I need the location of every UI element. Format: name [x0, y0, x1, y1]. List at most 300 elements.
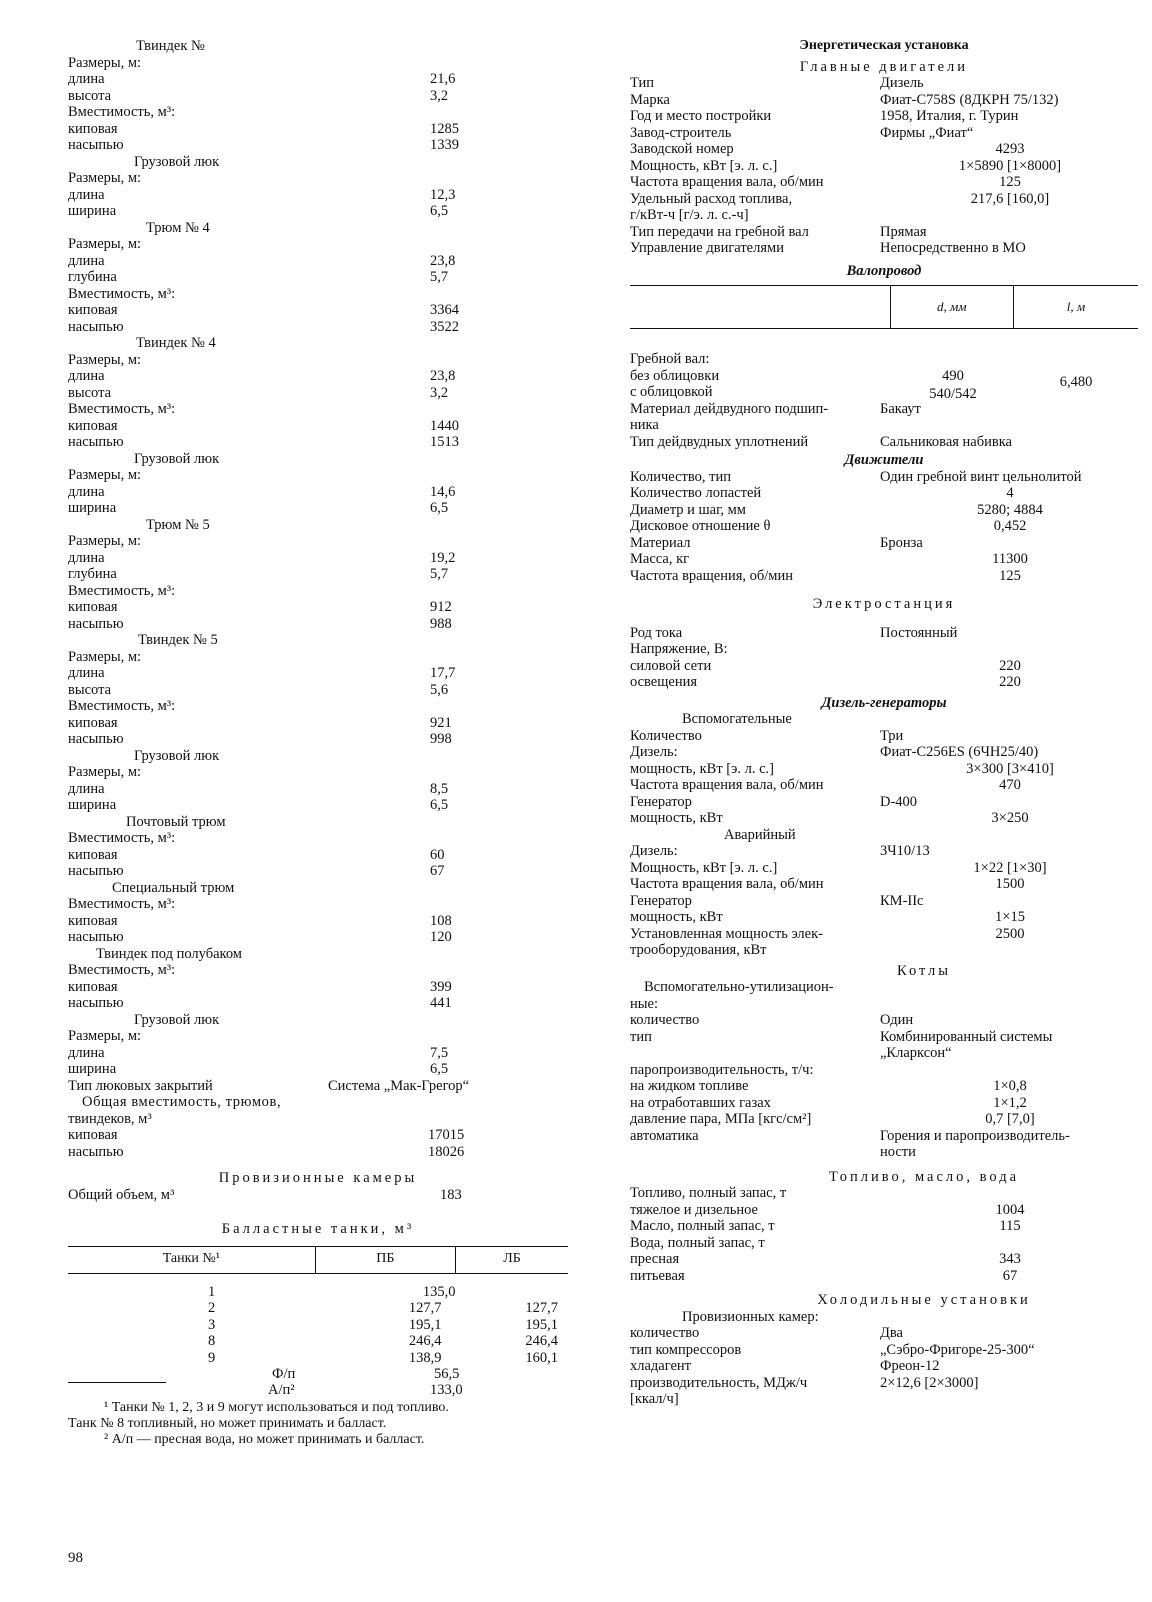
spec-value: 11300 [992, 551, 1028, 567]
spec-value: 4 [1006, 485, 1014, 501]
spec-label: Заводской номер [630, 141, 734, 157]
spec-label: киповая [68, 417, 118, 434]
hatch-type-row [68, 1078, 584, 1095]
spec-row [68, 863, 584, 880]
spec-label: Материал дейдвудного подшип- [630, 400, 829, 417]
spec-row [68, 484, 584, 501]
spec-row [68, 830, 584, 847]
spec-value: Прямая [880, 223, 927, 240]
spec-label: ширина [68, 1061, 117, 1077]
main-engines-list [630, 75, 1138, 257]
spec-label: Напряжение, В: [630, 641, 728, 657]
spec-value: ности [880, 1144, 916, 1160]
spec-value: 6,5 [430, 500, 449, 516]
spec-label: Частота вращения, об/мин [630, 567, 793, 584]
spec-value: 1958, Италия, г. Турин [880, 108, 1019, 124]
spec-label: насыпью [68, 863, 124, 879]
spec-row [630, 979, 1138, 996]
spec-value: Один гребной винт цельнолитой [880, 468, 1082, 485]
spec-value: 5,6 [430, 681, 449, 698]
spec-row [68, 599, 584, 616]
spec-row [68, 913, 584, 930]
spec-row [630, 876, 1138, 893]
boilers-title: Котлы [897, 962, 951, 979]
spec-row [68, 1045, 584, 1062]
spec-row [68, 434, 584, 451]
spec-value: 67 [430, 863, 445, 879]
spec-row [68, 352, 584, 369]
spec-row [68, 88, 584, 105]
spec-value: 115 [999, 1218, 1021, 1234]
total-capacity-list [68, 1127, 584, 1160]
spec-label: питьевая [630, 1267, 685, 1284]
spec-value: 3,2 [430, 87, 449, 104]
spec-row [68, 566, 584, 583]
spec-label: глубина [68, 566, 117, 582]
spec-row [68, 286, 584, 303]
spec-row [630, 434, 1138, 451]
spec-label: длина [68, 1044, 105, 1061]
spec-row [630, 1202, 1138, 1219]
spec-label: мощность, кВт [630, 909, 723, 925]
spec-label: Вместимость, м³: [68, 896, 176, 912]
refrig-list [630, 1325, 1138, 1408]
total-value: 18026 [428, 1143, 465, 1160]
spec-row [68, 1028, 584, 1045]
ballast-pb-value: 195,1 [408, 1316, 442, 1333]
spec-value: 470 [999, 777, 1021, 793]
spec-value: Горения и паропроизводитель- [880, 1127, 1070, 1144]
spec-row [68, 995, 584, 1012]
shaft-row [630, 351, 1138, 368]
spec-value: 120 [430, 929, 452, 945]
spec-row [68, 319, 584, 336]
spec-label: Размеры, м: [68, 648, 142, 665]
shaft-d-value: 490 [942, 367, 964, 384]
spec-row [68, 269, 584, 286]
spec-label: Размеры, м: [68, 764, 142, 780]
spec-row [630, 401, 1138, 418]
spec-label: ширина [68, 500, 117, 516]
spec-value: 1×0,8 [993, 1078, 1027, 1094]
spec-label: высота [68, 384, 112, 401]
spec-label: трооборудования, кВт [630, 942, 767, 958]
shaft-extra-list [630, 401, 1138, 451]
spec-label: Завод-строитель [630, 124, 732, 141]
spec-label: Вместимость, м³: [68, 104, 176, 120]
spec-row [68, 533, 584, 550]
spec-label: тяжелое и дизельное [630, 1201, 758, 1218]
spec-label: мощность, кВт [э. л. с.] [630, 760, 774, 777]
shaft-rows [630, 351, 1138, 401]
spec-value: 60 [430, 846, 445, 863]
spec-row [68, 665, 584, 682]
shaft-l-value: 6,480 [1059, 374, 1093, 390]
shaft-label: Гребной вал: [630, 351, 710, 367]
shaft-header-blank [630, 286, 890, 329]
spec-row [630, 1375, 1138, 1392]
spec-value: Фреон-12 [880, 1358, 940, 1374]
spec-label: насыпью [68, 615, 124, 632]
spec-row [68, 368, 584, 385]
spec-label: тип компрессоров [630, 1341, 742, 1358]
spec-label: Размеры, м: [68, 1028, 142, 1044]
spec-label: киповая [68, 120, 118, 137]
spec-label: высота [68, 681, 112, 698]
power-list [630, 625, 1138, 691]
spec-value: D-400 [880, 793, 918, 810]
spec-row [630, 728, 1138, 745]
spec-value: 3364 [430, 302, 459, 318]
spec-row [68, 896, 584, 913]
spec-label: насыпью [68, 137, 124, 153]
spec-label: производительность, МДж/ч [630, 1374, 808, 1391]
total-label: насыпью [68, 1143, 124, 1160]
ballast-row [68, 1300, 568, 1317]
ballast-tank-no: 1 [207, 1283, 216, 1300]
ballast-ap-value: 133,0 [430, 1382, 463, 1398]
spec-row [630, 551, 1138, 568]
spec-value: 8,5 [430, 780, 449, 797]
spec-label: киповая [68, 912, 118, 929]
spec-value: 6,5 [430, 797, 449, 813]
right-column [630, 38, 1138, 1408]
spec-label: Дисковое отношение θ [630, 518, 771, 534]
spec-label: Твиндек под полубаком [96, 945, 242, 962]
spec-row [630, 125, 1138, 142]
spec-label: Частота вращения вала, об/мин [630, 876, 824, 892]
spec-label: длина [68, 780, 105, 797]
spec-label: Диаметр и шаг, мм [630, 501, 746, 518]
page-number: 98 [68, 1550, 83, 1566]
spec-row [68, 698, 584, 715]
spec-value: 19,2 [430, 549, 456, 566]
spec-label: хладагент [630, 1358, 692, 1374]
spec-row [68, 500, 584, 517]
ballast-table [68, 1246, 568, 1367]
spec-value: 217,6 [160,0] [970, 190, 1050, 207]
spec-value: 998 [430, 731, 452, 747]
spec-row [68, 979, 584, 996]
provisions-label: Общий объем, м³ [68, 1186, 175, 1203]
spec-row [68, 1012, 584, 1029]
spec-value: 23,8 [430, 368, 456, 384]
spec-row [68, 880, 584, 897]
propulsors-title: Движители [844, 452, 924, 468]
spec-value: „Сэбро-Фригоре-25-300“ [880, 1341, 1035, 1358]
spec-label: киповая [68, 599, 118, 615]
spec-label: [ккал/ч] [630, 1391, 679, 1407]
spec-row [630, 1029, 1138, 1046]
spec-value: 125 [999, 174, 1021, 190]
spec-row [68, 682, 584, 699]
spec-value: Сальниковая набивка [880, 433, 1012, 450]
ballast-pb-value: 127,7 [408, 1300, 442, 1316]
propulsors-list [630, 469, 1138, 585]
spec-label: длина [68, 71, 105, 87]
spec-value: 1×1,2 [993, 1094, 1027, 1111]
spec-label: Вместимость, м³: [68, 698, 176, 714]
ballast-pb-value: 138,9 [408, 1349, 442, 1366]
spec-row [630, 1185, 1138, 1202]
spec-row [68, 302, 584, 319]
spec-label: ширина [68, 797, 117, 813]
spec-row [630, 75, 1138, 92]
spec-label: Вспомогательно-утилизацион- [644, 979, 834, 995]
ballast-spacer-row [68, 1274, 568, 1284]
spec-row [68, 814, 584, 831]
spec-label: Грузовой люк [134, 153, 220, 170]
spec-row [630, 761, 1138, 778]
footnote-2: ² А/п — пресная вода, но может принимать и балласт. [104, 1432, 425, 1447]
spec-row [68, 748, 584, 765]
spec-row [630, 535, 1138, 552]
spec-value: 125 [999, 567, 1021, 584]
spec-row [68, 385, 584, 402]
spec-row [630, 926, 1138, 943]
spec-row [630, 843, 1138, 860]
spec-label: Почтовый трюм [126, 813, 226, 830]
spec-label: длина [68, 665, 105, 681]
spec-label: Тип [630, 75, 655, 91]
spec-row [68, 797, 584, 814]
shaft-label: с облицовкой [630, 384, 713, 400]
spec-label: длина [68, 186, 105, 203]
ballast-row [68, 1284, 568, 1301]
spec-value: 1×15 [995, 909, 1025, 925]
spec-value: 21,6 [430, 71, 456, 87]
ballast-header-row [68, 1246, 568, 1274]
spec-label: насыпью [68, 995, 124, 1011]
spec-label: Трюм № 4 [146, 219, 210, 236]
spec-row [630, 1268, 1138, 1285]
spec-label: киповая [68, 302, 118, 318]
spec-row [630, 191, 1138, 208]
spec-row [630, 141, 1138, 158]
spec-value: 220 [999, 674, 1021, 690]
spec-label: тип [630, 1028, 652, 1045]
ballast-header-pb: ПБ [315, 1246, 455, 1274]
shaft-d-value: 540/542 [929, 386, 977, 402]
cargo-spaces-list [68, 38, 584, 1078]
spec-row [630, 658, 1138, 675]
spec-value: 17,7 [430, 665, 456, 681]
spec-row [68, 550, 584, 567]
spec-row [68, 203, 584, 220]
aux-title: Вспомогательные [682, 711, 792, 727]
spec-value: 6,5 [430, 203, 449, 219]
total-row [68, 1144, 584, 1161]
spec-label: Частота вращения вала, об/мин [630, 777, 824, 793]
spec-row [68, 583, 584, 600]
hatch-type-value: Система „Мак-Грегор“ [328, 1077, 470, 1094]
spec-value: 3,2 [430, 384, 449, 401]
spec-value: 1×5890 [1×8000] [958, 157, 1062, 174]
spec-value: 1513 [430, 434, 459, 450]
spec-row [68, 467, 584, 484]
footnote-rule [68, 1382, 166, 1383]
spec-row [630, 568, 1138, 585]
spec-value: 12,3 [430, 186, 456, 203]
spec-row [630, 942, 1138, 959]
spec-row [630, 810, 1138, 827]
spec-label: Вода, полный запас, т [630, 1234, 765, 1251]
spec-label: Род тока [630, 624, 683, 641]
section-title: Энергетическая установка [799, 38, 969, 53]
ballast-row [68, 1333, 568, 1350]
spec-row [630, 1128, 1138, 1145]
spec-label: Специальный трюм [112, 879, 235, 896]
spec-value: 343 [999, 1251, 1021, 1267]
spec-row [630, 1012, 1138, 1029]
shaft-header-row [630, 286, 1138, 329]
spec-label: Размеры, м: [68, 54, 142, 71]
spec-value: 14,6 [430, 483, 456, 500]
spec-value: Фирмы „Фиат“ [880, 124, 974, 141]
spec-row [68, 731, 584, 748]
spec-label: паропроизводительность, т/ч: [630, 1061, 814, 1078]
spec-label: Мощность, кВт [э. л. с.] [630, 859, 778, 876]
spec-value: 912 [430, 599, 452, 615]
spec-row [68, 170, 584, 187]
spec-label: Генератор [630, 892, 692, 909]
spec-value: 3522 [430, 318, 459, 335]
spec-value: Один [880, 1012, 914, 1028]
spec-label: Материал [630, 534, 691, 551]
spec-label: киповая [68, 714, 118, 731]
spec-row [630, 625, 1138, 642]
spec-label: автоматика [630, 1127, 699, 1144]
spec-row [68, 154, 584, 171]
spec-row [630, 1095, 1138, 1112]
spec-row [68, 104, 584, 121]
left-column [68, 38, 584, 1448]
spec-label: Размеры, м: [68, 236, 142, 252]
spec-label: киповая [68, 846, 118, 863]
ballast-lb-value: 195,1 [525, 1316, 558, 1333]
spec-row [68, 715, 584, 732]
ballast-lb-value: 127,7 [525, 1300, 558, 1316]
spec-label: длина [68, 368, 105, 384]
spec-label: Вместимость, м³: [68, 285, 176, 302]
spec-label: Тип передачи на гребной вал [630, 223, 809, 240]
spec-label: Твиндек № 5 [138, 632, 218, 648]
spec-label: ника [630, 417, 659, 433]
spec-row [630, 1391, 1138, 1408]
spec-row [68, 649, 584, 666]
spec-label: ширина [68, 203, 117, 219]
spec-row [68, 517, 584, 534]
spec-value: 67 [1002, 1267, 1018, 1284]
spec-row [630, 469, 1138, 486]
spec-value: 0,7 [7,0] [985, 1111, 1035, 1127]
spec-label: длина [68, 483, 105, 500]
spec-label: на отработавших газах [630, 1094, 771, 1111]
spec-value: 2500 [995, 925, 1025, 942]
spec-value: 441 [430, 995, 452, 1011]
spec-value: 1004 [995, 1201, 1025, 1218]
spec-row [68, 616, 584, 633]
ballast-fp-value: 56,5 [434, 1366, 460, 1382]
spec-row [68, 187, 584, 204]
footnote-1-cont: Танк № 8 топливный, но может принимать и балласт. [68, 1416, 387, 1431]
spec-value: 1500 [995, 876, 1025, 892]
spec-row [630, 893, 1138, 910]
spec-label: Грузовой люк [134, 450, 220, 467]
spec-label: Частота вращения вала, об/мин [630, 174, 824, 190]
spec-label: г/кВт-ч [г/э. л. с.-ч] [630, 207, 749, 223]
spec-row [630, 158, 1138, 175]
total-value: 17015 [428, 1127, 465, 1143]
spec-value: Три [880, 727, 904, 744]
spec-label: насыпью [68, 731, 124, 747]
ballast-header-lb: ЛБ [455, 1246, 568, 1274]
spec-label: насыпью [68, 318, 124, 335]
spec-value: Бакаут [880, 400, 921, 417]
spec-row [68, 137, 584, 154]
spec-row [630, 1251, 1138, 1268]
ballast-title: Балластные танки, м³ [221, 1221, 415, 1237]
spec-value: Фиат-C256ES (6ЧН25/40) [880, 744, 1039, 760]
shaft-header-l: l, м [1013, 286, 1138, 329]
spec-label: давление пара, МПа [кгс/см²] [630, 1111, 812, 1127]
spec-label: высота [68, 87, 112, 104]
ballast-lb-value: 246,4 [525, 1333, 558, 1349]
spec-label: Количество [630, 727, 702, 744]
spec-row [630, 417, 1138, 434]
fuel-title: Топливо, масло, вода [828, 1168, 1020, 1185]
ballast-tank-no: 2 [207, 1300, 216, 1316]
spec-value: 3×250 [991, 810, 1029, 826]
spec-label: длина [68, 252, 105, 269]
spec-row [68, 253, 584, 270]
spec-value: 1440 [430, 417, 459, 434]
spec-value: Фиат-C758S (8ДКРН 75/132) [880, 91, 1059, 108]
spec-row [630, 996, 1138, 1013]
spec-value: 108 [430, 912, 452, 929]
ballast-row [68, 1317, 568, 1334]
spec-value: 988 [430, 615, 452, 632]
ballast-lb-value: 160,1 [525, 1349, 558, 1366]
spec-label: количество [630, 1012, 700, 1028]
spec-value: Бронза [880, 534, 923, 551]
spec-label: насыпью [68, 929, 124, 945]
spec-value: 1285 [430, 120, 459, 137]
spec-label: Вместимость, м³: [68, 401, 176, 417]
spec-row [630, 674, 1138, 691]
spec-label: Дизель: [630, 744, 678, 760]
spec-row [68, 38, 584, 55]
spec-label: мощность, кВт [630, 810, 723, 826]
refrig-title: Холодильные установки [817, 1292, 1031, 1308]
spec-value: 2×12,6 [2×3000] [880, 1374, 979, 1391]
spec-row [630, 1325, 1138, 1342]
power-title: Электростанция [812, 596, 956, 612]
ballast-pb-value: 246,4 [408, 1333, 442, 1349]
spec-row [68, 451, 584, 468]
ballast-tank-no: 9 [207, 1349, 216, 1366]
main-engines-title: Главные двигатели [799, 58, 969, 75]
spec-row [68, 401, 584, 418]
spec-value: 1×22 [1×30] [973, 859, 1047, 876]
spec-row [630, 1111, 1138, 1128]
spec-value: 5280; 4884 [977, 501, 1043, 518]
spec-label: Генератор [630, 793, 692, 810]
spec-row [68, 929, 584, 946]
spec-label: на жидком топливе [630, 1078, 749, 1094]
total-capacity-label-2: твиндеков, м³ [68, 1110, 152, 1127]
spec-label: насыпью [68, 434, 124, 450]
